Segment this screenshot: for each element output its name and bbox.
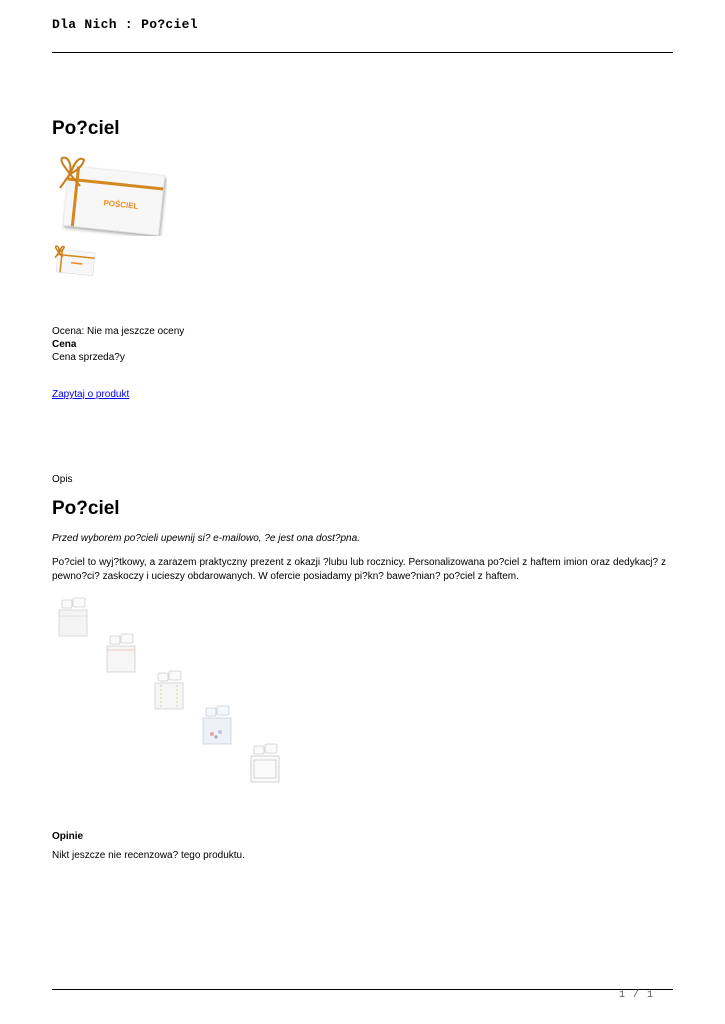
- description-tab-label: Opis: [52, 474, 73, 485]
- product-thumbnail[interactable]: [52, 243, 96, 277]
- price-label: Cena: [52, 339, 77, 350]
- page-counter: 1 / 1: [618, 990, 654, 1001]
- availability-note: Przed wyborem po?cieli upewnij si? e-mailowo, ?e jest ona dost?pna.: [52, 533, 360, 544]
- bedding-image-4[interactable]: [200, 702, 234, 746]
- ask-about-product-link[interactable]: Zapytaj o produkt: [52, 389, 130, 400]
- description-paragraph: Po?ciel to wyj?tkowy, a zarazem praktyczny prezent z okazji ?lubu lub rocznicy. Personalizowana po?ciel z haftem imion oraz dedykacj? z pewno?ci? zaskoczy i ucieszy obdarowanych. W ofercie posiadamy pi?kn? bawe?nian? po?ciel z haftem.: [52, 557, 666, 582]
- description-title: Po?ciel: [52, 498, 120, 519]
- header-divider: [52, 52, 673, 53]
- bedding-image-3[interactable]: [152, 667, 186, 711]
- price-value: Cena sprzeda?y: [52, 352, 125, 363]
- card-label: POŚCIEL: [102, 198, 139, 211]
- bedding-image-5[interactable]: [248, 740, 282, 784]
- reviews-title: Opinie: [52, 831, 84, 842]
- footer-divider: [52, 989, 673, 990]
- reviews-empty-text: Nikt jeszcze nie recenzowa? tego produktu.: [52, 850, 245, 861]
- bedding-image-1[interactable]: [56, 594, 90, 638]
- header-title: Dla Nich : Po?ciel: [52, 17, 198, 32]
- bedding-image-2[interactable]: [104, 630, 138, 674]
- product-main-image[interactable]: [52, 152, 167, 236]
- rating-text: Ocena: Nie ma jeszcze oceny: [52, 326, 185, 337]
- product-title: Po?ciel: [52, 118, 120, 139]
